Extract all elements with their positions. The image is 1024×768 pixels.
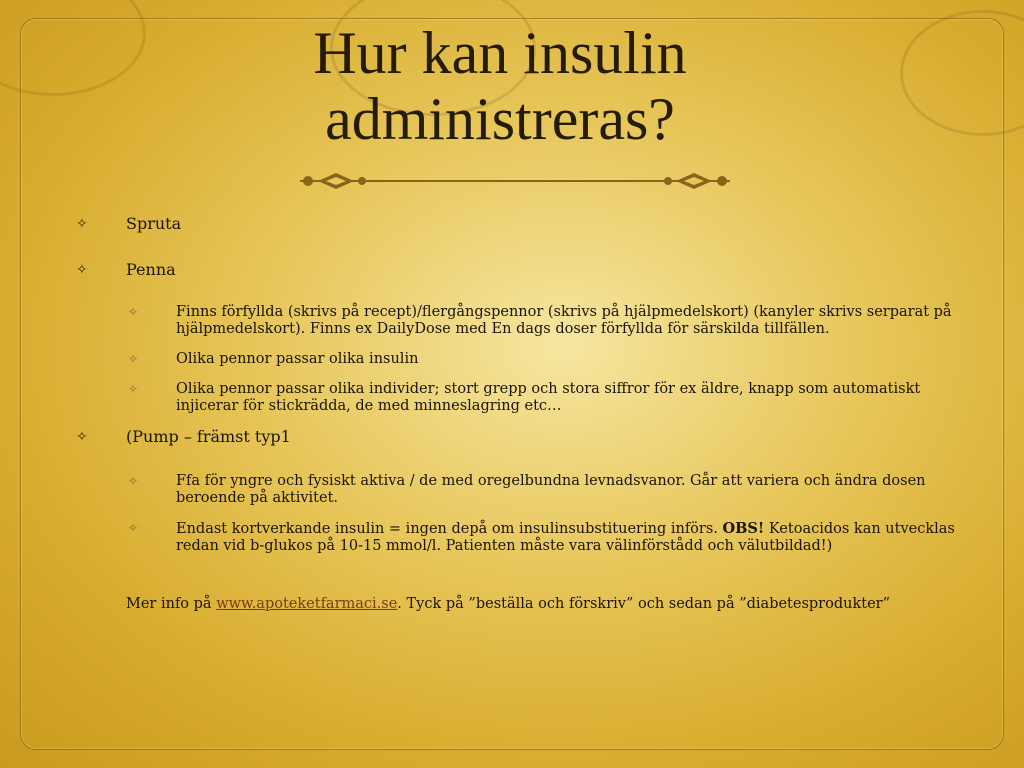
- list-item-pump: [76, 427, 956, 447]
- list-item-penna: [76, 260, 956, 280]
- star-bullet-icon: ✧: [76, 262, 88, 278]
- more-info-note: [76, 595, 956, 613]
- slide-title: [160, 20, 840, 152]
- sub-item-text: Olika pennor passar olika individer; stort grepp och stora siffror för ex äldre, knapp som automatiskt injicerar för stickrädda, de med minneslagring etc…: [176, 381, 921, 414]
- title-line-1: Hur kan insulin: [313, 20, 687, 86]
- sub-item-pens-insulin: [76, 351, 956, 368]
- slide-content: [76, 214, 956, 613]
- sub-item-text-bold: OBS!: [722, 520, 765, 537]
- list-item-spruta: [76, 214, 956, 234]
- sub-item-text: Olika pennor passar olika insulin: [176, 351, 419, 367]
- sub-item-text-post: Ketoacidos kan utvecklas redan vid b-glukos på 10-15 mmol/l. Patienten måste vara välinförstådd och välutbildad!): [176, 521, 955, 554]
- star-bullet-icon: ✧: [76, 216, 88, 232]
- star-bullet-icon: ✧: [128, 352, 139, 366]
- sub-item-text: Ffa för yngre och fysiskt aktiva / de med oregelbundna levnadsvanor. Går att variera och ändra dosen beroende på aktivitet.: [176, 473, 926, 506]
- star-bullet-icon: ✧: [128, 474, 139, 488]
- note-suffix: . Tyck på ”beställa och förskriv” och sedan på ”diabetesprodukter”: [397, 596, 891, 612]
- sub-item-pump-warning: [76, 520, 956, 555]
- star-bullet-icon: ✧: [128, 305, 139, 319]
- star-bullet-icon: ✧: [128, 382, 139, 396]
- sub-item-pump-usage: [76, 473, 956, 507]
- title-line-2: administreras?: [325, 86, 675, 152]
- list-item-text: Penna: [126, 260, 176, 279]
- sub-item-text-pre: Endast kortverkande insulin = ingen depå om insulinsubstituering införs.: [176, 521, 723, 537]
- note-prefix: Mer info på: [126, 596, 217, 612]
- list-item-text: (Pump – främst typ1: [126, 427, 291, 446]
- title-ornament-divider: [300, 168, 730, 194]
- list-item-text: Spruta: [126, 214, 182, 233]
- sub-item-text: Finns förfyllda (skrivs på recept)/flergångspennor (skrivs på hjälpmedelskort) (kanyler skrivs serparat på hjälpmedelskort). Finns ex DailyDose med En dags doser förfyllda för särskilda tillfällen.: [176, 304, 952, 337]
- sub-item-prefilled-pens: [76, 304, 956, 338]
- sub-item-pens-individuals: [76, 381, 956, 415]
- star-bullet-icon: ✧: [128, 521, 139, 535]
- apoteketfarmaci-link[interactable]: www.apoteketfarmaci.se: [216, 596, 398, 612]
- star-bullet-icon: ✧: [76, 429, 88, 445]
